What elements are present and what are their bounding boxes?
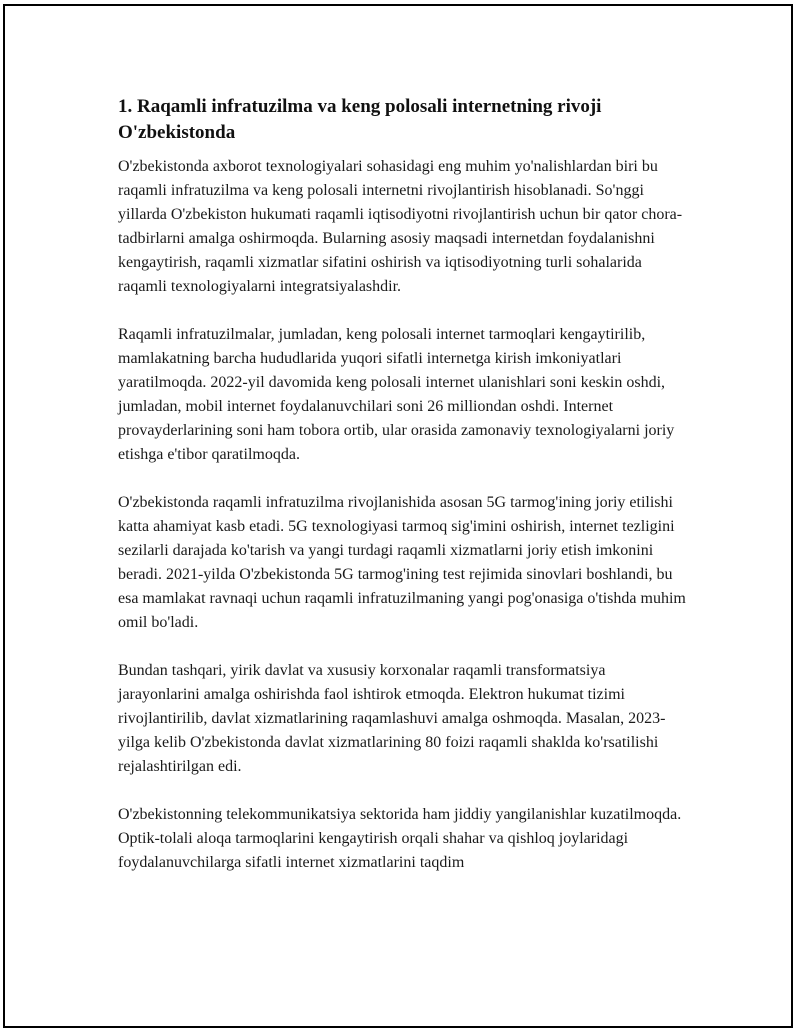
paragraph-4: Bundan tashqari, yirik davlat va xususiy korxonalar raqamli transformatsiya jarayonlarini amalga oshirishda faol ishtirok etmoqda. Elektron hukumat tizimi rivojlantirilib, davlat xizmatlarining raqamlashuvi amalga oshmoqda. Masalan, 2023-yilga kelib O'zbekistonda davlat xizmatlarining 80 foizi raqamli shaklda ko'rsatilishi rejalashtirilgan edi. (118, 662, 666, 775)
section-heading: 1. Raqamli infratuzilma va keng polosali internetning rivoji O'zbekistonda (118, 96, 602, 143)
paragraph-3: O'zbekistonda raqamli infratuzilma rivojlanishida asosan 5G tarmog'ining joriy etilishi katta ahamiyat kasb etadi. 5G texnologiyasi tarmoq sig'imini oshirish, internet tezligini sezilarli darajada ko'tarish va yangi turdagi raqamli xizmatlarni joriy etish imkonini beradi. 2021-yilda O'zbekistonda 5G tarmog'ining test rejimida sinovlari boshlandi, bu esa mamlakat ravnaqi uchun raqamli infratuzilmaning yangi pog'onasiga o'tishda muhim omil bo'ladi. (118, 494, 686, 631)
document-body (118, 94, 688, 899)
paragraph-1: O'zbekistonda axborot texnologiyalari sohasidagi eng muhim yo'nalishlardan biri bu raqamli infratuzilma va keng polosali internetni rivojlantirish hisoblanadi. So'nggi yillarda O'zbekiston hukumati raqamli iqtisodiyotni rivojlantirish uchun bir qator chora-tadbirlarni amalga oshirmoqda. Bularning asosiy maqsadi internetdan foydalanishni kengaytirish, raqamli xizmatlar sifatini oshirish va iqtisodiyotning turli sohalarida raqamli texnologiyalarni integratsiyalashdir. (118, 158, 683, 295)
paragraph-5: O'zbekistonning telekommunikatsiya sektorida ham jiddiy yangilanishlar kuzatilmoqda. Optik-tolali aloqa tarmoqlarini kengaytirish orqali shahar va qishloq joylaridagi foydalanuvchilarga sifatli internet xizmatlarini taqdim (118, 806, 682, 871)
paragraph-2: Raqamli infratuzilmalar, jumladan, keng polosali internet tarmoqlari kengaytirilib, mamlakatning barcha hududlarida yuqori sifatli internetga kirish imkoniyatlari yaratilmoqda. 2022-yil davomida keng polosali internet ulanishlari soni keskin oshdi, jumladan, mobil internet foydalanuvchilari soni 26 milliondan oshdi. Internet provayderlarining soni ham tobora ortib, ular orasida zamonaviy texnologiyalarni joriy etishga e'tibor qaratilmoqda. (118, 326, 675, 463)
